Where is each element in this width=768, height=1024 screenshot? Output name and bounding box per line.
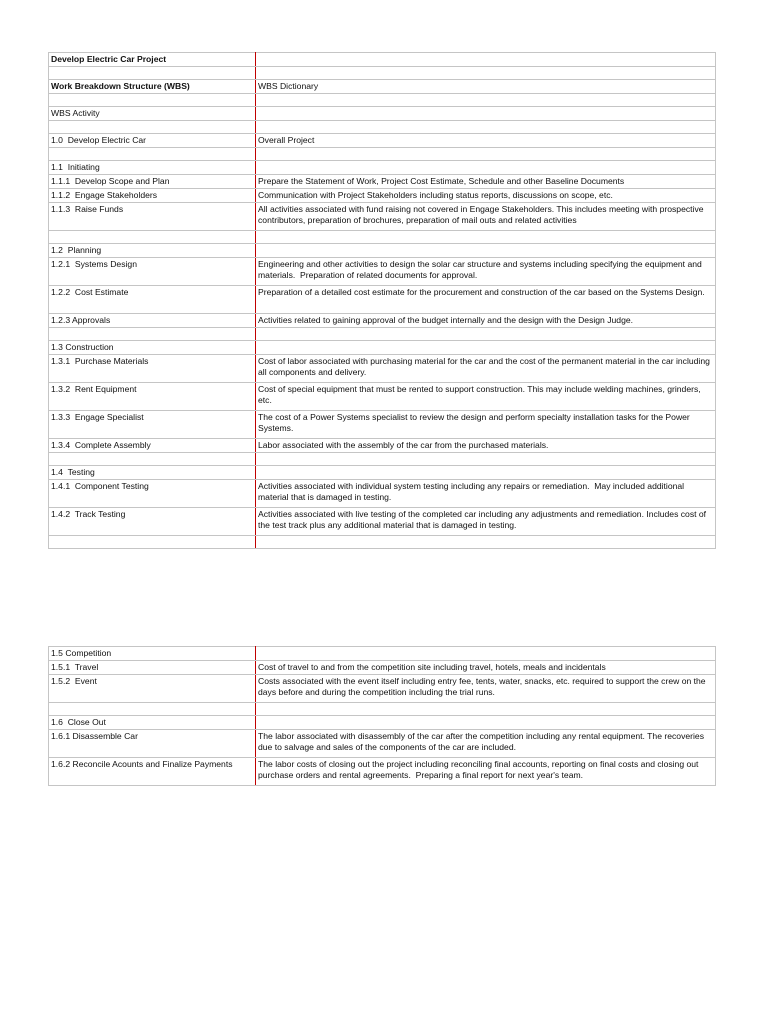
- wbs-activity-cell: [49, 328, 256, 341]
- wbs-dictionary-cell: [256, 536, 716, 549]
- table-row: [49, 675, 716, 703]
- wbs-dictionary-cell: [256, 244, 716, 258]
- wbs-dictionary-cell: [256, 328, 716, 341]
- spacer-row: [49, 536, 716, 549]
- wbs-dictionary-cell: Prepare the Statement of Work, Project Cost Estimate, Schedule and other Baseline Documents: [256, 175, 716, 189]
- wbs-activity-cell: 1.5 Competition: [49, 647, 256, 661]
- table-row: [49, 258, 716, 286]
- wbs-activity-cell: 1.6 Close Out: [49, 716, 256, 730]
- spacer-row: [49, 231, 716, 244]
- table-row: [49, 53, 716, 67]
- wbs-dictionary-cell: [256, 67, 716, 80]
- wbs-activity-cell: 1.1.3 Raise Funds: [49, 203, 256, 231]
- table-row: [49, 730, 716, 758]
- wbs-activity-cell: 1.3.2 Rent Equipment: [49, 383, 256, 411]
- wbs-activity-cell: [49, 148, 256, 161]
- wbs-dictionary-cell: Activities related to gaining approval of the budget internally and the design with the Design Judge.: [256, 314, 716, 328]
- wbs-dictionary-cell: [256, 121, 716, 134]
- wbs-activity-cell: 1.3 Construction: [49, 341, 256, 355]
- table-row: [49, 175, 716, 189]
- wbs-activity-cell: 1.6.1 Disassemble Car: [49, 730, 256, 758]
- wbs-dictionary-cell: [256, 703, 716, 716]
- wbs-dictionary-cell: WBS Dictionary: [256, 80, 716, 94]
- wbs-activity-cell: 1.2.1 Systems Design: [49, 258, 256, 286]
- wbs-activity-cell: 1.3.4 Complete Assembly: [49, 439, 256, 453]
- wbs-dictionary-cell: Communication with Project Stakeholders including status reports, discussions on scope, etc.: [256, 189, 716, 203]
- wbs-dictionary-cell: The labor associated with disassembly of the car after the competition including any rental equipment. The recoveries due to salvage and sales of the components of the car are included.: [256, 730, 716, 758]
- wbs-dictionary-cell: The cost of a Power Systems specialist to review the design and perform specialty installation tasks for the Power Systems.: [256, 411, 716, 439]
- wbs-activity-cell: 1.3.3 Engage Specialist: [49, 411, 256, 439]
- table-row: [49, 661, 716, 675]
- wbs-dictionary-cell: [256, 94, 716, 107]
- wbs-activity-cell: 1.1.2 Engage Stakeholders: [49, 189, 256, 203]
- table-row: [49, 647, 716, 661]
- wbs-dictionary-cell: Activities associated with live testing of the completed car including any adjustments and remediation. Includes cost of the test track plus any additional material that is damaged in testing.: [256, 508, 716, 536]
- wbs-activity-cell: [49, 231, 256, 244]
- wbs-dictionary-cell: [256, 716, 716, 730]
- wbs-dictionary-cell: Overall Project: [256, 134, 716, 148]
- wbs-activity-cell: Work Breakdown Structure (WBS): [49, 80, 256, 94]
- wbs-table-continued: [48, 646, 716, 786]
- table-row: [49, 439, 716, 453]
- wbs-dictionary-cell: [256, 341, 716, 355]
- wbs-activity-cell: [49, 453, 256, 466]
- wbs-activity-cell: 1.3.1 Purchase Materials: [49, 355, 256, 383]
- wbs-dictionary-cell: [256, 453, 716, 466]
- wbs-dictionary-cell: [256, 107, 716, 121]
- table-row: [49, 134, 716, 148]
- wbs-activity-cell: Develop Electric Car Project: [49, 53, 256, 67]
- wbs-activity-cell: 1.5.1 Travel: [49, 661, 256, 675]
- table-row: [49, 758, 716, 786]
- wbs-activity-cell: 1.2 Planning: [49, 244, 256, 258]
- spacer-row: [49, 121, 716, 134]
- wbs-activity-cell: 1.4.2 Track Testing: [49, 508, 256, 536]
- wbs-dictionary-cell: [256, 231, 716, 244]
- table-row: [49, 203, 716, 231]
- spacer-row: [49, 453, 716, 466]
- wbs-activity-cell: [49, 536, 256, 549]
- wbs-activity-cell: [49, 67, 256, 80]
- wbs-activity-cell: 1.2.2 Cost Estimate: [49, 286, 256, 314]
- wbs-dictionary-cell: Activities associated with individual system testing including any repairs or remediation. May included additional material that is damaged in testing.: [256, 480, 716, 508]
- table-row: [49, 716, 716, 730]
- wbs-activity-cell: [49, 94, 256, 107]
- wbs-dictionary-cell: Costs associated with the event itself including entry fee, tents, water, snacks, etc. required to support the crew on the days before and during the competition including the trial runs.: [256, 675, 716, 703]
- wbs-dictionary-cell: [256, 148, 716, 161]
- wbs-activity-cell: 1.0 Develop Electric Car: [49, 134, 256, 148]
- table-row: [49, 341, 716, 355]
- wbs-dictionary-cell: The labor costs of closing out the project including reconciling final accounts, reporting on final costs and closing out purchase orders and rental agreements. Preparing a final report for next year's team.: [256, 758, 716, 786]
- wbs-dictionary-cell: [256, 466, 716, 480]
- table-row: [49, 107, 716, 121]
- table-row: [49, 355, 716, 383]
- table-row: [49, 80, 716, 94]
- spacer-row: [49, 703, 716, 716]
- spacer-row: [49, 148, 716, 161]
- table-row: [49, 466, 716, 480]
- wbs-dictionary-cell: Labor associated with the assembly of the car from the purchased materials.: [256, 439, 716, 453]
- wbs-dictionary-cell: All activities associated with fund raising not covered in Engage Stakeholders. This includes meeting with prospective contributors, preparation of brochures, preparation of mail outs and related activities: [256, 203, 716, 231]
- wbs-dictionary-cell: Cost of special equipment that must be rented to support construction. This may include welding machines, grinders, etc.: [256, 383, 716, 411]
- wbs-activity-cell: [49, 121, 256, 134]
- wbs-dictionary-cell: Preparation of a detailed cost estimate for the procurement and construction of the car based on the Systems Design.: [256, 286, 716, 314]
- wbs-dictionary-cell: [256, 161, 716, 175]
- wbs-activity-cell: 1.2.3 Approvals: [49, 314, 256, 328]
- wbs-activity-cell: WBS Activity: [49, 107, 256, 121]
- wbs-dictionary-cell: Cost of travel to and from the competition site including travel, hotels, meals and incidentals: [256, 661, 716, 675]
- table-row: [49, 314, 716, 328]
- table-row: [49, 383, 716, 411]
- spacer-row: [49, 328, 716, 341]
- table-row: [49, 480, 716, 508]
- table-row: [49, 244, 716, 258]
- table-row: [49, 161, 716, 175]
- wbs-activity-cell: 1.1.1 Develop Scope and Plan: [49, 175, 256, 189]
- table-row: [49, 189, 716, 203]
- table-row: [49, 508, 716, 536]
- table-row: [49, 286, 716, 314]
- wbs-activity-cell: 1.1 Initiating: [49, 161, 256, 175]
- spacer-row: [49, 94, 716, 107]
- wbs-dictionary-cell: Engineering and other activities to design the solar car structure and systems including specifying the equipment and materials. Preparation of related documents for approval.: [256, 258, 716, 286]
- wbs-activity-cell: 1.6.2 Reconcile Acounts and Finalize Payments: [49, 758, 256, 786]
- wbs-activity-cell: [49, 703, 256, 716]
- wbs-dictionary-cell: Cost of labor associated with purchasing material for the car and the cost of the permanent material in the car including all components and delivery.: [256, 355, 716, 383]
- table-row: [49, 411, 716, 439]
- wbs-activity-cell: 1.5.2 Event: [49, 675, 256, 703]
- wbs-dictionary-cell: [256, 647, 716, 661]
- wbs-table-main: [48, 52, 716, 549]
- wbs-dictionary-cell: [256, 53, 716, 67]
- wbs-activity-cell: 1.4 Testing: [49, 466, 256, 480]
- wbs-activity-cell: 1.4.1 Component Testing: [49, 480, 256, 508]
- spacer-row: [49, 67, 716, 80]
